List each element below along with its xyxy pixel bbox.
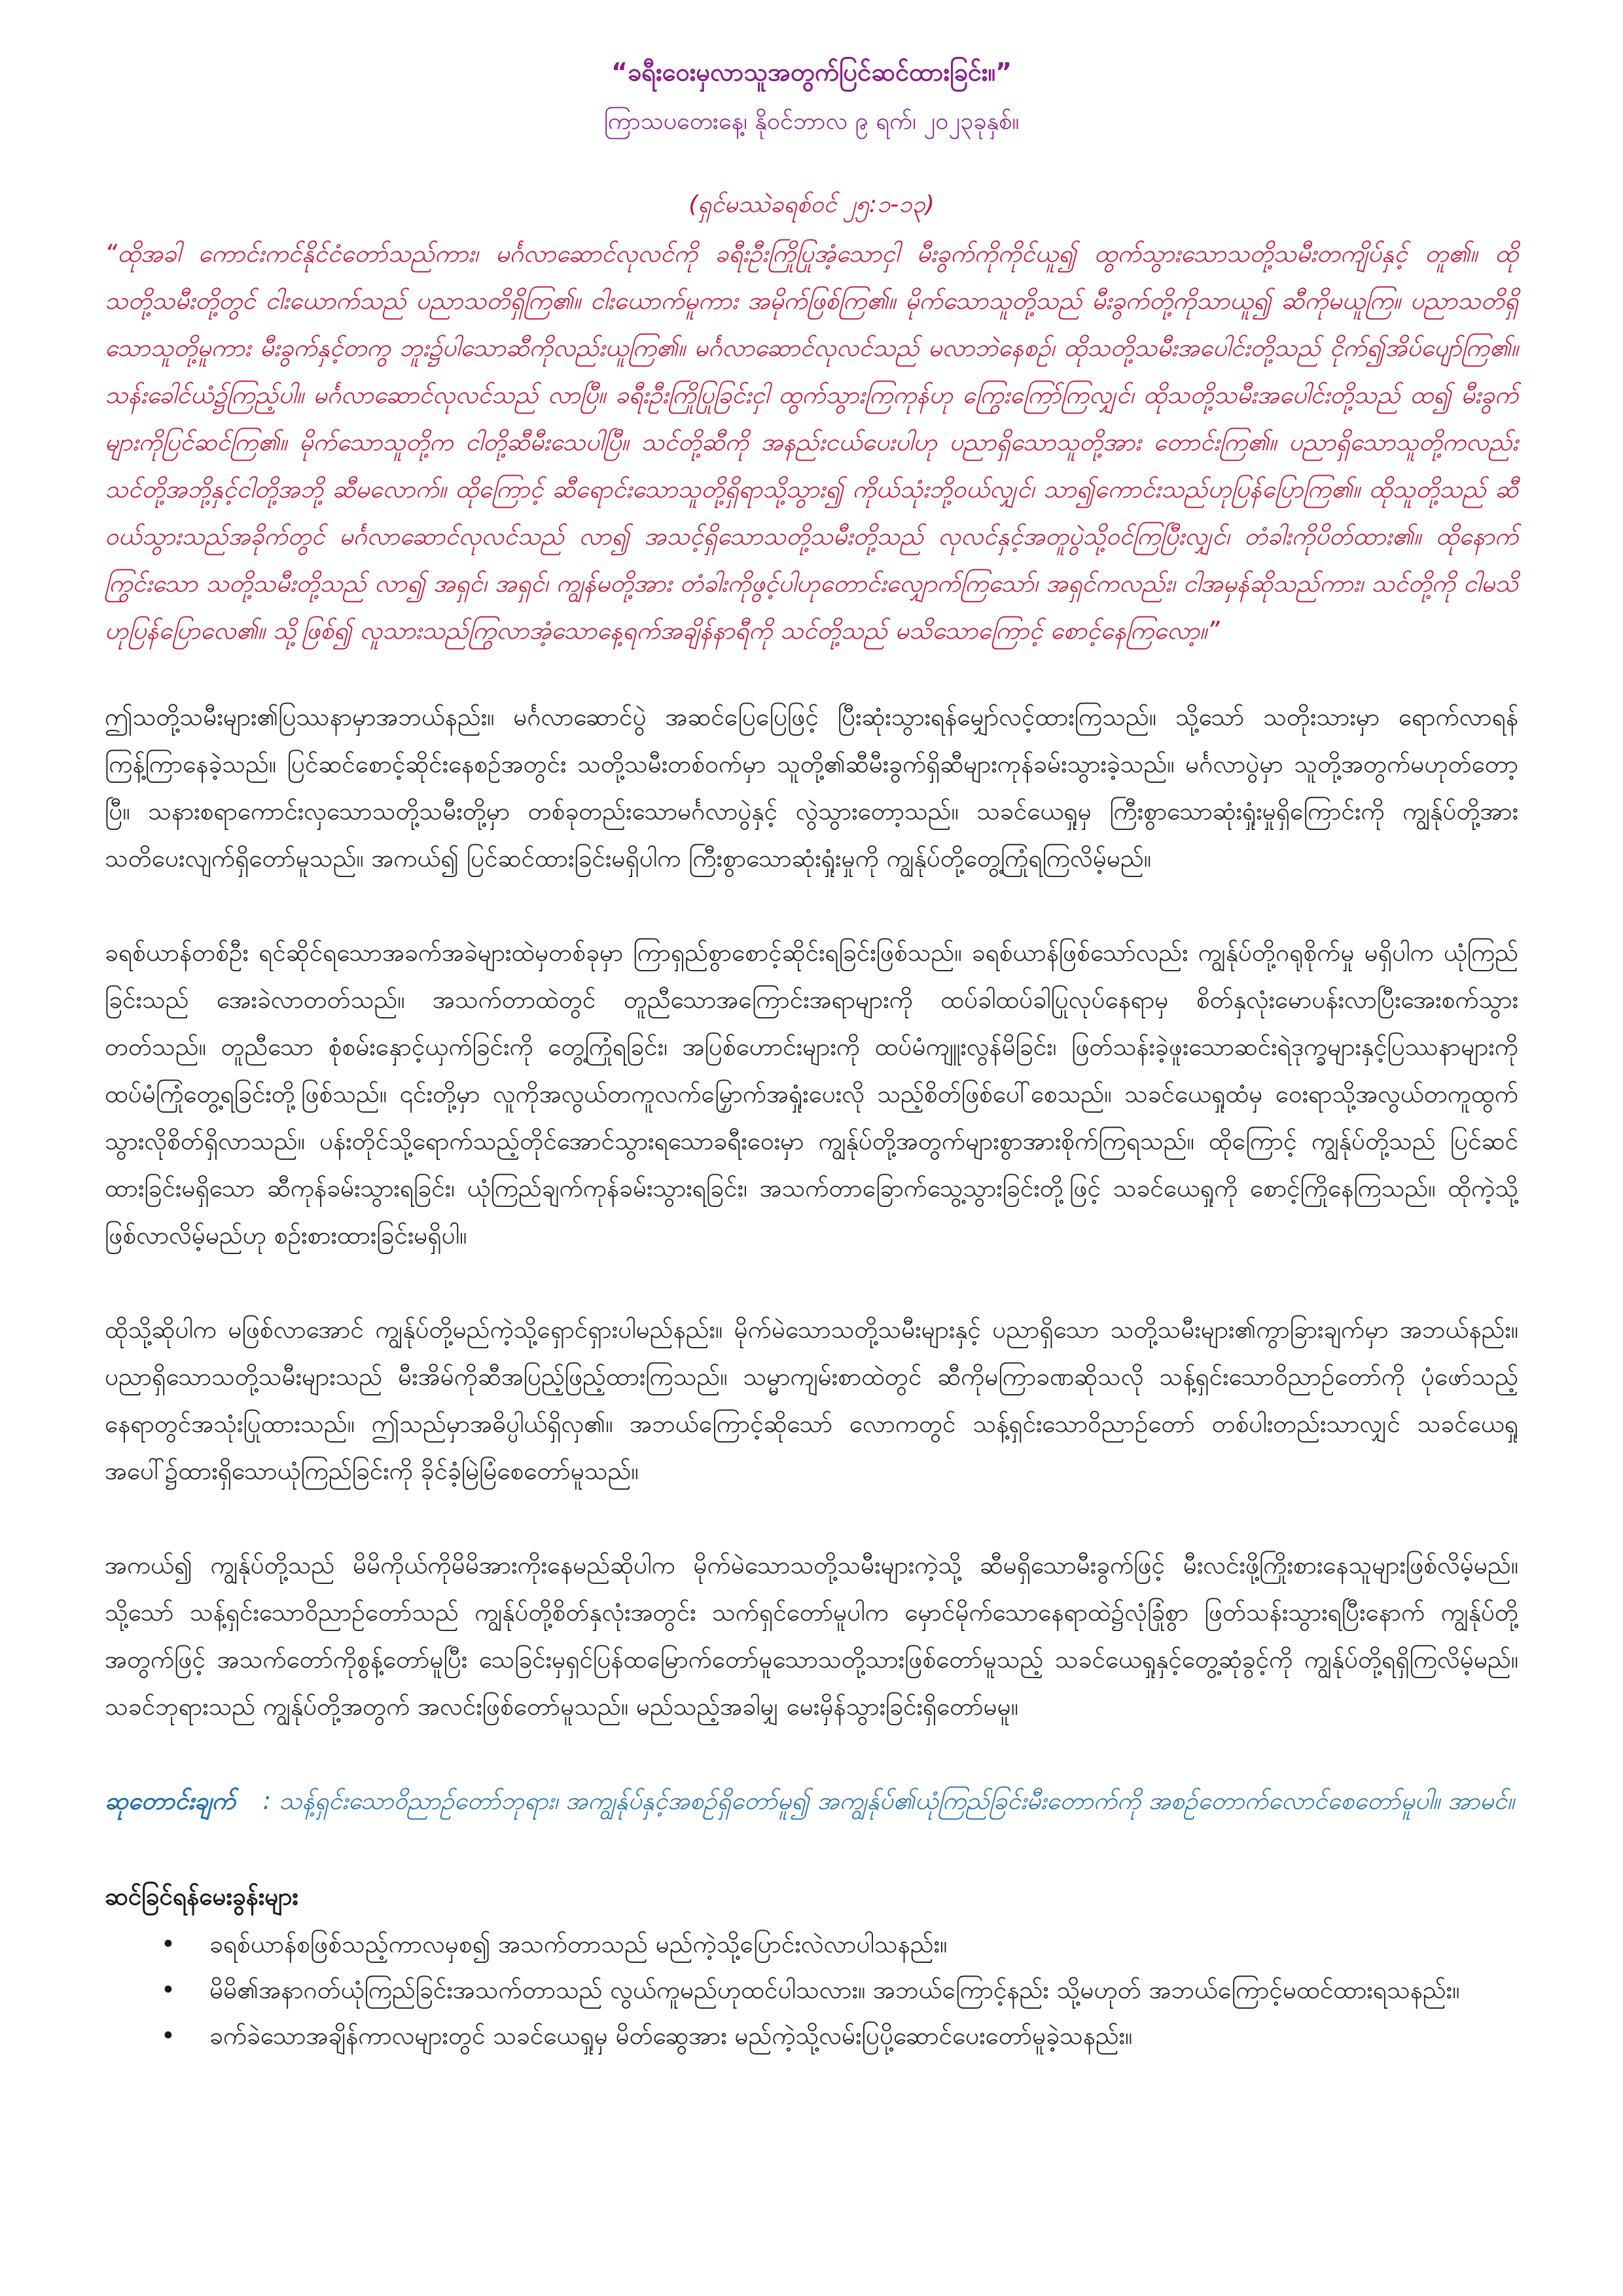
prayer-block	[105, 1778, 1518, 1825]
body-paragraph-1: ဤသတို့သမီးများ၏ပြဿနာမှာအဘယ်နည်း။ မင်္ဂလာဆောင်ပွဲ အဆင်ပြေပြေဖြင့် ပြီးဆုံးသွားရန်မျှော်လင့်ထားကြသည်။ သို့သော် သတိုးသားမှာ ရောက်လာရန်ကြန့်ကြာနေခဲ့သည်။ ပြင်ဆင်စောင့်ဆိုင်းနေစဉ်အတွင်း သတို့သမီးတစ်ဝက်မှာ သူတို့၏ဆီမီးခွက်ရှိဆီများကုန်ခမ်းသွားခဲ့သည်။ မင်္ဂလာပွဲမှာ သူတို့အတွက်မဟုတ်တော့ပြီ။ သနားစရာကောင်းလှသောသတို့သမီးတို့မှာ တစ်ခုတည်းသောမင်္ဂလာပွဲနှင့် လွဲသွားတော့သည်။ သခင်ယေရှုမှ ကြီးစွာသောဆုံးရှုံးမှုရှိကြောင်းကို ကျွန်ုပ်တို့အားသတိပေးလျက်ရှိတော်မူသည်။ အကယ်၍ ပြင်ဆင်ထားခြင်းမရှိပါက ကြီးစွာသောဆုံးရှုံးမှုကို ကျွန်ုပ်တို့တွေ့ကြုံရကြလိမ့်မည်။	[105, 703, 1518, 872]
prayer-text: : သန့်ရှင်းသောဝိညာဉ်တော်ဘုရား၊ အကျွန်ုပ်နှင့်အစဉ်ရှိတော်မူ၍ အကျွန်ုပ်၏ယုံကြည်ခြင်းမီးတောက်ကို အစဉ်တောက်လောင်စေတော်မူပါ။ အာမင်။	[262, 1787, 1515, 1815]
body-paragraph-4: အကယ်၍ ကျွန်ုပ်တို့သည် မိမိကိုယ်ကိုမိမိအားကိုးနေမည်ဆိုပါက မိုက်မဲသောသတို့သမီးများကဲ့သို့ ဆီမရှိသောမီးခွက်ဖြင့် မီးလင်းဖို့ကြိုးစားနေသူများဖြစ်လိမ့်မည်။ သို့သော် သန့်ရှင်းသောဝိညာဉ်တော်သည် ကျွန်ုပ်တို့စိတ်နှလုံးအတွင်း သက်ရှင်တော်မူပါက မှောင်မိုက်သောနေရာထဲ၌လုံခြုံစွာ ဖြတ်သန်းသွားရပြီးနောက် ကျွန်ုပ်တို့အတွက်ဖြင့် အသက်တော်ကိုစွန့်တော်မူပြီး သေခြင်းမှရှင်ပြန်ထမြောက်တော်မူသောသတို့သားဖြစ်တော်မူသည့် သခင်ယေရှုနှင့်တွေ့ဆုံခွင့်ကို ကျွန်ုပ်တို့ရရှိကြလိမ့်မည်။ သခင်ဘုရားသည် ကျွန်ုပ်တို့အတွက် အလင်းဖြစ်တော်မူသည်။ မည်သည့်အခါမျှ မေးမှိန်သွားခြင်းရှိတော်မမူ။	[105, 1551, 1518, 1721]
list-item	[161, 2015, 1518, 2058]
bullet-icon: •	[161, 1930, 175, 1958]
list-item	[161, 1923, 1518, 1966]
bullet-icon: •	[161, 2022, 175, 2050]
page-date: ကြာသပတေးနေ့၊ နိုဝင်ဘာလ ၉ ရက်၊ ၂၀၂၃ခုနှစ်။	[603, 108, 1020, 135]
prayer-label: ဆုတောင်းချက်	[105, 1787, 236, 1815]
question-text: ခရစ်ယာန်စဖြစ်သည့်ကာလမှစ၍ အသက်တာသည် မည်ကဲ့သို့ပြောင်းလဲလာပါသနည်း။	[209, 1930, 948, 1958]
body-paragraph-2: ခရစ်ယာန်တစ်ဦး ရင်ဆိုင်ရသောအခက်အခဲများထဲမှတစ်ခုမှာ ကြာရှည်စွာစောင့်ဆိုင်းရခြင်းဖြစ်သည်။ ခရစ်ယာန်ဖြစ်သော်လည်း ကျွန်ုပ်တို့ဂရုစိုက်မှု မရှိပါက ယုံကြည်ခြင်းသည် အေးခဲလာတတ်သည်။ အသက်တာထဲတွင် တူညီသောအကြောင်းအရာများကို ထပ်ခါထပ်ခါပြုလုပ်နေရာမှ စိတ်နှလုံးမောပန်းလာပြီးအေးစက်သွားတတ်သည်။ တူညီသော စုံစမ်းနှောင့်ယှက်ခြင်းကို တွေ့ကြုံရခြင်း၊ အပြစ်ဟောင်းများကို ထပ်မံကျူးလွန်မိခြင်း၊ ဖြတ်သန်းခဲ့ဖူးသောဆင်းရဲဒုက္ခများနှင့်ပြဿနာများကို ထပ်မံကြုံတွေ့ရခြင်းတို့ဖြစ်သည်။ ၎င်းတို့မှာ လူကိုအလွယ်တကူလက်မြှောက်အရှုံးပေးလို သည့်စိတ်ဖြစ်ပေါ်စေသည်။ သခင်ယေရှုထံမှ ဝေးရာသို့အလွယ်တကူထွက်သွားလိုစိတ်ရှိလာသည်။ ပန်းတိုင်သို့ရောက်သည့်တိုင်အောင်သွားရသောခရီးဝေးမှာ ကျွန်ုပ်တို့အတွက်များစွာအားစိုက်ကြရသည်။ ထိုကြောင့် ကျွန်ုပ်တို့သည် ပြင်ဆင်ထားခြင်းမရှိသော ဆီကုန်ခမ်းသွားရခြင်း၊ ယုံကြည်ချက်ကုန်ခမ်းသွားရခြင်း၊ အသက်တာခြောက်သွေ့သွားခြင်းတို့ဖြင့် သခင်ယေရှုကို စောင့်ကြိုနေကြသည်။ ထိုကဲ့သို့ဖြစ်လာလိမ့်မည်ဟု စဉ်းစားထားခြင်းမရှိပါ။	[105, 939, 1518, 1249]
list-item	[161, 1969, 1518, 2012]
scripture-reference: (ရှင်မဿဲခရစ်ဝင် ၂၅:၁-၁၃)	[688, 191, 935, 218]
body-paragraph-3: ထိုသို့ဆိုပါက မဖြစ်လာအောင် ကျွန်ုပ်တို့မည်ကဲ့သို့ရှောင်ရှားပါမည်နည်း။ မိုက်မဲသောသတို့သမီးများနှင့် ပညာရှိသော သတို့သမီးများ၏ကွာခြားချက်မှာ အဘယ်နည်း။ ပညာရှိသောသတို့သမီးများသည် မီးအိမ်ကိုဆီအပြည့်ဖြည့်ထားကြသည်။ သမ္မာကျမ်းစာထဲတွင် ဆီကိုမကြာခဏဆိုသလို သန့်ရှင်းသောဝိညာဉ်တော်ကို ပုံဖော်သည့်နေရာတွင်အသုံးပြုထားသည်။ ဤသည်မှာအဓိပ္ပါယ်ရှိလှ၏။ အဘယ်ကြောင့်ဆိုသော် လောကတွင် သန့်ရှင်းသောဝိညာဉ်တော် တစ်ပါးတည်းသာလျှင် သခင်ယေရှုအပေါ်၌ထားရှိသောယုံကြည်ခြင်းကို ခိုင်ခံ့မြဲမြံစေတော်မူသည်။	[105, 1316, 1518, 1485]
scripture-text: “ထိုအခါ ကောင်းကင်နိုင်ငံတော်သည်ကား၊ မင်္ဂလာဆောင်လုလင်ကို ခရီးဦးကြိုပြုအံ့သောငှါ မီးခွက်ကိုကိုင်ယူ၍ ထွက်သွားသောသတို့သမီးတကျိပ်နှင့် တူ၏။ ထိုသတို့သမီးတို့တွင် ငါးယောက်သည် ပညာသတိရှိကြ၏။ ငါးယောက်မူကား အမိုက်ဖြစ်ကြ၏။ မိုက်သောသူတို့သည် မီးခွက်တို့ကိုသာယူ၍ ဆီကိုမယူကြ။ ပညာသတိရှိသောသူတို့မူကား မီးခွက်နှင့်တကွ ဘူး၌ပါသောဆီကိုလည်းယူကြ၏။ မင်္ဂလာဆောင်လုလင်သည် မလာဘဲနေစဉ်၊ ထိုသတို့သမီးအပေါင်းတို့သည် ငိုက်၍အိပ်ပျော်ကြ၏။ သန်းခေါင်ယံ၌ကြည့်ပါ။ မင်္ဂလာဆောင်လုလင်သည် လာပြီ။ ခရီးဦးကြိုပြုခြင်းငှါ ထွက်သွားကြကုန်ဟု ကြွေးကြော်ကြလျှင်၊ ထိုသတို့သမီးအပေါင်းတို့သည် ထ၍ မီးခွက်များကိုပြင်ဆင်ကြ၏။ မိုက်သောသူတို့က ငါတို့ဆီမီးသေပါပြီ။ သင်တို့ဆီကို အနည်းငယ်ပေးပါဟု ပညာရှိသောသူတို့အား တောင်းကြ၏။ ပညာရှိသောသူတို့ကလည်း သင်တို့အဘို့နှင့်ငါတို့အဘို့ ဆီမလောက်။ ထိုကြောင့် ဆီရောင်းသောသူတို့ရှိရာသို့သွား၍ ကိုယ်သုံးဘို့ဝယ်လျှင်၊ သာ၍ကောင်းသည်ဟုပြန်ပြောကြ၏။ ထိုသူတို့သည် ဆီဝယ်သွားသည်အခိုက်တွင် မင်္ဂလာဆောင်လုလင်သည် လာ၍ အသင့်ရှိသောသတို့သမီးတို့သည် လုလင်နှင့်အတူပွဲသို့ဝင်ကြပြီးလျှင်၊ တံခါးကိုပိတ်ထား၏။ ထိုနောက်ကြွင်းသော သတို့သမီးတို့သည် လာ၍ အရှင်၊ အရှင်၊ ကျွန်မတို့အား တံခါးကိုဖွင့်ပါဟုတောင်းလျှောက်ကြသော်၊ အရှင်ကလည်း၊ ငါအမှန်ဆိုသည်ကား၊ သင်တို့ကို ငါမသိဟုပြန်ပြောလေ၏။ သို့ဖြစ်၍ လူသားသည်ကြွလာအံ့သောနေ့ရက်အချိန်နာရီကို သင်တို့သည် မသိသောကြောင့် စောင့်နေကြလော့။”	[105, 240, 1518, 645]
question-text: ခက်ခဲသောအချိန်ကာလများတွင် သခင်ယေရှုမှ မိတ်ဆွေအား မည်ကဲ့သို့လမ်းပြပို့ဆောင်ပေးတော်မူခဲ့သနည်း။	[209, 2022, 1133, 2050]
page-title: “ခရီးဝေးမှလာသူအတွက်ပြင်ဆင်ထားခြင်း။”	[611, 58, 1012, 86]
questions-list	[105, 1923, 1518, 2058]
questions-heading: ဆင်ခြင်ရန်မေးခွန်းများ	[105, 1882, 298, 1910]
bullet-icon: •	[161, 1976, 175, 2004]
question-text: မိမိ၏အနာဂတ်ယုံကြည်ခြင်းအသက်တာသည် လွယ်ကူမည်ဟုထင်ပါသလား။ အဘယ်ကြောင့်နည်း သို့မဟုတ် အဘယ်ကြောင့်မထင်ထားရသနည်း။	[209, 1976, 1460, 2004]
